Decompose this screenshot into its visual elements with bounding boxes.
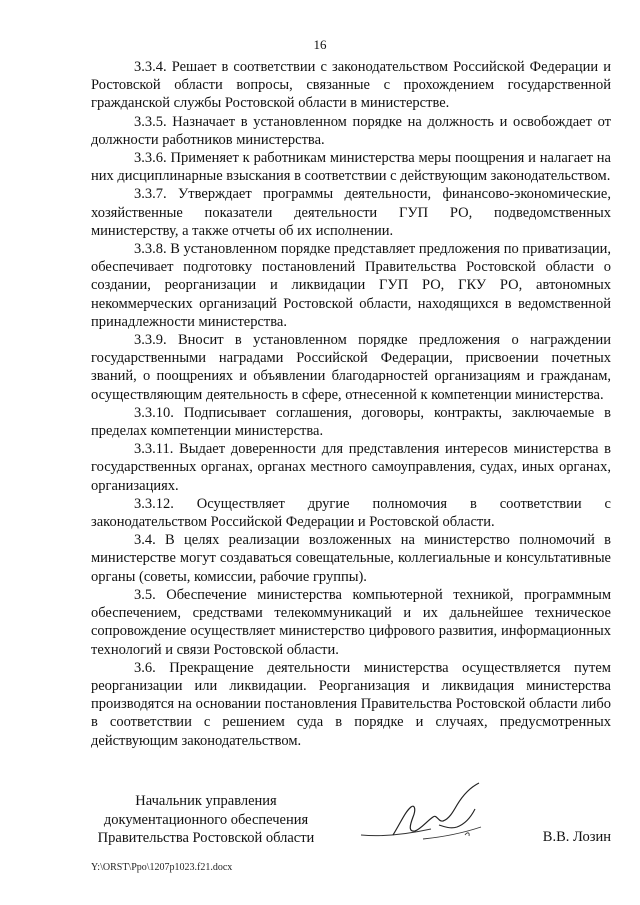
page-number: 16: [313, 37, 327, 52]
paragraph-3-3-12: 3.3.12. Осуществляет другие полномочия в соответствии с законодательством Российской Федерации и Ростовской области.: [91, 495, 611, 531]
paragraph-3-3-7: 3.3.7. Утверждает программы деятельности, финансово-экономические, хозяйственные показатели деятельности ГУП РО, подведомственных министерству, а также отчеты об их исполнении.: [91, 186, 611, 239]
paragraph-3-4: 3.4. В целях реализации возложенных на министерство полномочий в министерстве могут создаваться совещательные, коллегиальные и консультативные органы (советы, комиссии, рабочие группы).: [91, 532, 611, 585]
paragraph-3-3-6: 3.3.6. Применяет к работникам министерства меры поощрения и налагает на них дисциплинарные взыскания в соответствии с действующим законодательством.: [91, 150, 611, 185]
document-body: [91, 58, 611, 750]
signatory-name: В.В. Лозин: [542, 829, 611, 845]
handwritten-signature: [353, 777, 513, 852]
file-path: Y:\ORST\Ppo\1207p1023.f21.docx: [91, 862, 233, 873]
signature-block: [91, 792, 611, 852]
paragraph-3-3-5: 3.3.5. Назначает в установленном порядке на должность и освобождает от должности работников министерства.: [91, 113, 611, 148]
paragraph-3-3-10: 3.3.10. Подписывает соглашения, договоры, контракты, заключаемые в пределах компетенции министерства.: [91, 404, 611, 440]
paragraph-3-3-11: 3.3.11. Выдает доверенности для представления интересов министерства в государственных органах, органах местного самоуправления, судах, иных органах, организациях.: [91, 441, 611, 494]
paragraph-3-3-9: 3.3.9. Вносит в установленном порядке предложения о награждении государственными наградами Российской Федерации, присвоении почетных званий, о поощрениях и объявлении благодарностей организациям и гражданам, осуществляющим деятельность в сфере, отнесенной к компетенции министерства.: [91, 332, 611, 403]
paragraph-3-3-4: 3.3.4. Решает в соответствии с законодательством Российской Федерации и Ростовской области вопросы, связанные с прохождением государственной гражданской службы Ростовской области в министерстве.: [91, 59, 611, 112]
signatory-title-line: Правительства Ростовской области: [97, 830, 315, 846]
signatory-title-line: документационного обеспечения: [103, 811, 309, 828]
signatory-title: [91, 792, 321, 848]
paragraph-3-5: 3.5. Обеспечение министерства компьютерной техникой, программным обеспечением, средствами телекоммуникаций и их дальнейшее техническое сопровождение осуществляет министерство цифрового развития, информационных технологий и связи Ростовской области.: [91, 586, 611, 658]
paragraph-3-6: 3.6. Прекращение деятельности министерства осуществляется путем реорганизации или ликвидации. Реорганизация и ликвидация министерства производятся на основании постановления Правительства Ростовской области либо в соответствии с решением суда в порядке и случаях, предусмотренных действующим законодательством.: [91, 659, 611, 749]
paragraph-3-3-8: 3.3.8. В установленном порядке представляет предложения по приватизации, обеспечивает подготовку постановлений Правительства Ростовской области о создании, реорганизации и ликвидации ГУП РО, ГКУ РО, автономных некоммерческих организаций Ростовской области, находящихся в ведомственной принадлежности министерства.: [91, 241, 611, 330]
signatory-title-line: Начальник управления: [135, 793, 277, 809]
